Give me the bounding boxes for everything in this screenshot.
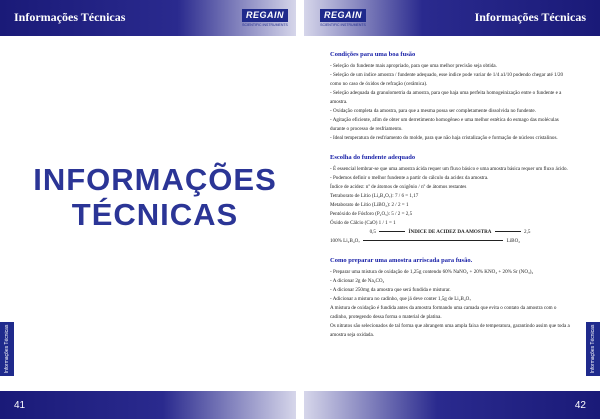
section-line: - A dicionar 250mg da amostra que será fundida e misturar. <box>330 287 451 293</box>
section-heading: Como preparar uma amostra arriscada para fusão. <box>330 257 473 264</box>
section-line: - Preparar uma mistura de oxidação de 1,25g contendo 60% NaNO₃ + 20% KNO₃ + 20% Sr (NO₃)₂ <box>330 269 534 275</box>
right-regain-logo <box>320 9 366 31</box>
section-line: - Seleção de um índice amostra / fundente adequado, esse índice pode variar de 1/4 a1/10 podendo chegar até 1/20 como no caso de óxidos de refração (cerâmica). <box>330 72 564 87</box>
left-side-tab <box>0 322 14 376</box>
right-side-tab-label: Informações Técnicas <box>590 324 596 374</box>
section-line: - Agitação eficiente, afim de obter um derretimento homogêneo e uma melhor estética do esmago das moléculas durante o processo de resfriamento. <box>330 117 559 132</box>
section-line: - Adicionar a mistura no cadinho, que já deve conter 1,5g de Li₂B₄O₇ <box>330 296 472 302</box>
section-line: - A dicionar 2g de Na₂CO₃ <box>330 278 385 284</box>
right-footer-bar <box>304 391 600 419</box>
section-line: Pentóxido de Fósforo (P₂O₅): 5 / 2 = 2,5 <box>330 211 413 217</box>
left-side-tab-label: Informações Técnicas <box>4 324 10 374</box>
flux-low: 100% Li₂B₄O₇ <box>330 238 361 244</box>
acidity-label: ÍNDICE DE ACIDEZ DA AMOSTRA <box>408 229 492 235</box>
flux-high: LiBO₂ <box>506 238 521 244</box>
left-header-bar <box>0 0 296 36</box>
section-line: Os nitratos são selecionados de tal forma que abrangem uma ampla faixa de temperatura, garantindo assim que toda a amostra seja oxidada. <box>330 323 570 338</box>
section-line: - É essencial lembrar-se que uma amostra ácida requer um fluxo básico e uma amostra básica requer um fluxo ácido. <box>330 166 568 172</box>
section-line: - Seleção adequada da granulometria da amostra, para que haja uma perfeita homogeinização entre o fundente e a amostra. <box>330 90 562 105</box>
section-line: Índice de acidez: nº de átomos de oxigênio / nº de átomos restantes <box>330 184 467 190</box>
section-heading: Escolha do fundente adequado <box>330 154 416 161</box>
left-logo-text: REGAIN <box>242 9 288 22</box>
section-line: Metaborato de Lítio (LiBO₂): 2 / 2 = 1 <box>330 202 409 208</box>
right-logo-subtext: SCIENTIFIC INSTRUMENTS <box>320 23 366 27</box>
left-header-title: Informações Técnicas <box>14 10 126 24</box>
section-line: - Seleção do fundente mais apropriado, para que uma melhor precisão seja obtida. <box>330 63 497 69</box>
section-line: A mistura de oxidação é fundida antes da amostra formando uma camada que evita o contato da amostra com o cadinho, protegendo dessa forma o material de platina. <box>330 305 557 320</box>
left-footer-bar <box>0 391 296 419</box>
section-line: - Oxidação completa da amostra, para que a mesma possa ser completamente dissolvida no fundente. <box>330 108 536 114</box>
right-page-number: 42 <box>574 400 586 411</box>
big-title-line2: TÉCNICAS <box>71 197 239 232</box>
section-line: - Ideal temperatura de resfriamento do molde, para que não haja cristalização e formação de núcleos cristalinos. <box>330 135 558 141</box>
section-line: Tetraborato de Lítio (Li₂B₄O₇): 7 / 6 = 1,17 <box>330 193 419 199</box>
right-page-content <box>330 50 570 340</box>
section-line: - Podemos definir o melhor fundente a partir do cálculo da acidez da amostra. <box>330 175 489 181</box>
acidity-scale-row <box>330 228 570 237</box>
left-page-number: 41 <box>14 400 26 411</box>
section-line: Óxido de Cálcio (CaO) 1 / 1 = 1 <box>330 220 396 226</box>
left-logo-subtext: SCIENTIFIC INSTRUMENTS <box>242 23 288 27</box>
right-header-title: Informações Técnicas <box>474 10 586 24</box>
acidity-high: 2,5 <box>524 229 531 235</box>
right-header-bar <box>304 0 600 36</box>
big-title-line1: INFORMAÇÕES <box>33 162 277 197</box>
acidity-low: 0,5 <box>369 229 376 235</box>
section-heading: Condições para uma boa fusão <box>330 51 416 58</box>
flux-scale-row <box>330 237 570 246</box>
right-side-tab <box>586 322 600 376</box>
right-logo-text: REGAIN <box>320 9 366 22</box>
left-regain-logo <box>242 9 288 31</box>
